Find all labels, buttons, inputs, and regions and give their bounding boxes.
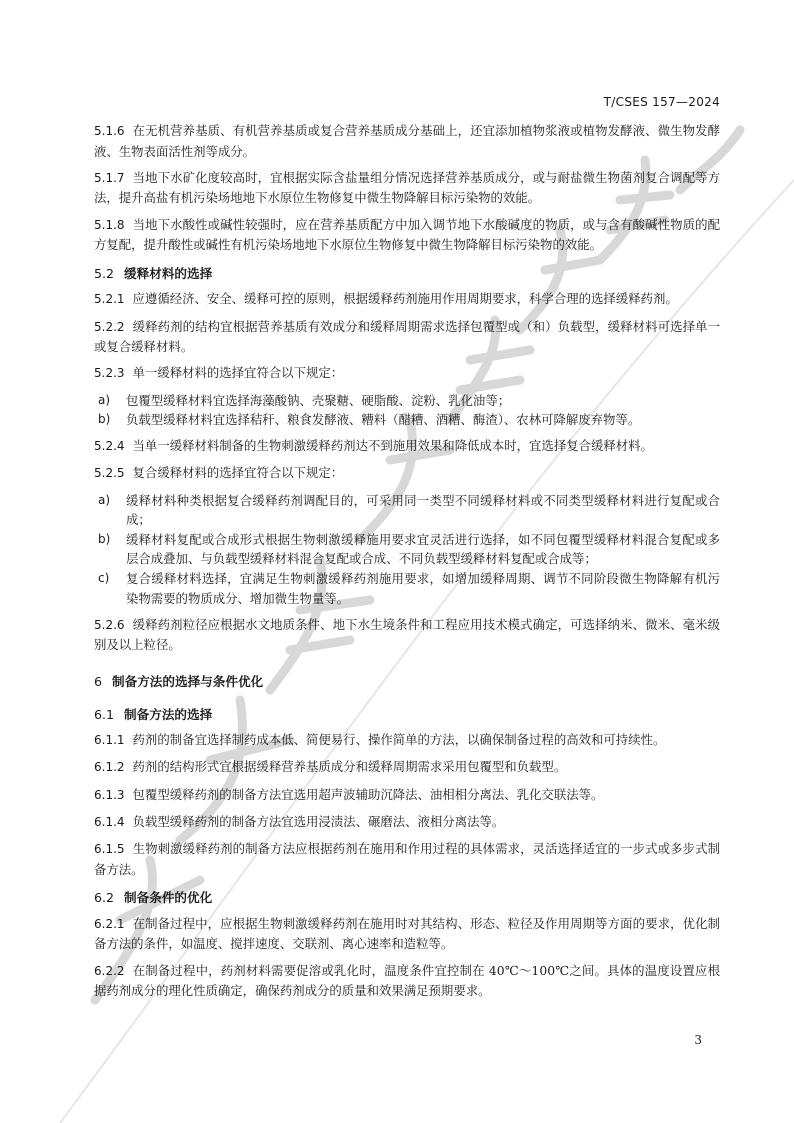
list-item [94,530,720,569]
clause-paragraph [94,289,720,310]
list-item [94,391,720,411]
clause-paragraph [94,839,720,879]
list-item-text: 缓释材料种类根据复合缓释药剂调配目的，可采用同一类型不同缓释材料或不同类型缓释材料进行复配或合成； [126,492,720,528]
clause-paragraph [94,436,720,457]
clause-text: 缓释药剂粒径应根据水文地质条件、地下水生境条件和工程应用技术模式确定，可选择纳米、微米、毫米级别及以上粒径。 [94,616,720,653]
heading-text: 制备方法的选择与条件优化 [112,674,264,689]
heading-number: 6.2 [94,890,115,906]
heading-number: 6 [94,674,103,689]
list-item [94,491,720,530]
subsection-heading [94,705,720,725]
clause-text: 在制备过程中，应根据生物刺激缓释药剂在施用时对其结构、形态、粒径及作用周期等方面的要求，优化制备方法的条件，如温度、搅拌速度、交联剂、离心速率和造粒等。 [94,915,720,952]
clause-paragraph [94,961,720,1001]
clause-text: 药剂的制备宜选择制药成本低、简便易行、操作简单的方法，以确保制备过程的高效和可持续性。 [132,732,666,748]
clause-paragraph [94,757,720,778]
heading-text: 制备方法的选择 [124,706,213,722]
requirement-list [94,491,720,609]
clause-number: 5.2.1 [94,292,125,307]
clause-paragraph [94,121,720,161]
clause-number: 6.1.4 [94,814,125,829]
requirement-list [94,391,720,430]
clause-paragraph [94,730,720,751]
page-number: 3 [694,1033,702,1047]
clause-number: 6.2.2 [94,963,125,978]
clause-paragraph [94,215,720,255]
clause-text: 缓释药剂的结构宜根据营养基质有效成分和缓释周期需求选择包覆型或（和）负载型，缓释材料可选择单一或复合缓释材料。 [94,318,720,355]
clause-paragraph [94,317,720,357]
list-marker: b) [98,531,111,546]
clause-number: 6.1.1 [94,733,125,748]
clause-number: 5.2.6 [94,617,125,632]
clause-number: 5.1.6 [94,124,125,138]
clause-paragraph [94,914,720,954]
clause-number: 6.1.5 [94,841,125,856]
list-item [94,569,720,608]
clause-paragraph [94,463,720,484]
list-item [94,410,720,430]
clause-text: 当单一缓释材料制备的生物刺激缓释药剂达不到施用效果和降低成本时，宜选择复合缓释材料。 [132,438,653,454]
subsection-heading [94,888,720,908]
document-id: T/CSES 157—2024 [603,95,720,109]
clause-number: 5.2.2 [94,319,125,334]
clause-paragraph [94,785,720,806]
clause-number: 5.2.3 [94,366,125,381]
clause-text: 单一缓释材料的选择宜符合以下规定： [132,365,344,381]
document-body [94,121,720,1007]
clause-paragraph [94,363,720,384]
heading-text: 缓释材料的选择 [124,265,213,281]
clause-text: 应遵循经济、安全、缓释可控的原则，根据缓释药剂施用作用周期要求，科学合理的选择缓释药剂。 [132,291,678,307]
heading-number: 5.2 [94,265,115,281]
subsection-heading [94,264,720,284]
list-marker: b) [98,412,111,427]
clause-text: 包覆型缓释药剂的制备方法宜选用超声波辅助沉降法、油相相分离法、乳化交联法等。 [132,786,604,802]
list-item-text: 负载型缓释材料宜选择秸秆、粮食发酵液、糟料（醋糟、酒糟、酶渣）、农林可降解废弃物等。 [126,412,641,428]
clause-text: 在制备过程中，药剂材料需要促溶或乳化时，温度条件宜控制在 40℃～100℃之间。具体的温度设置应根据药剂成分的理化性质确定，确保药剂成分的质量和效果满足预期要求。 [94,962,720,999]
clause-text: 复合缓释材料的选择宜符合以下规定： [132,465,344,481]
clause-number: 6.2.1 [94,916,125,931]
list-item-text: 复合缓释材料选择，宜满足生物刺激缓释药剂施用要求，如增加缓释周期、调节不同阶段微生物降解有机污染物需要的物质成分、增加微生物量等。 [126,571,720,606]
clause-number: 5.2.5 [94,466,125,481]
list-marker: c) [98,571,110,586]
clause-number: 5.2.4 [94,439,125,454]
clause-paragraph [94,812,720,833]
heading-text: 制备条件的优化 [124,890,213,906]
list-item-text: 缓释材料复配或合成形式根据生物刺激缓释施用要求宜灵活进行选择，如不同包覆型缓释材料混合复配或多层合成叠加、与负载型缓释材料混合复配或合成、不同负载型缓释材料复配或合成等； [126,531,720,567]
clause-text: 负载型缓释药剂的制备方法宜选用浸渍法、碾磨法、液相分离法等。 [132,813,505,829]
heading-number: 6.1 [94,706,115,722]
clause-text: 在无机营养基质、有机营养基质或复合营养基质成分基础上，还宜添加植物浆液或植物发酵液、微生物发酵液、生物表面活性剂等成分。 [94,123,720,159]
clause-number: 5.1.7 [94,170,125,185]
clause-number: 6.1.3 [94,787,125,802]
list-marker: a) [98,392,111,407]
list-marker: a) [98,492,111,507]
clause-text: 当地下水酸性或碱性较强时，应在营养基质配方中加入调节地下水酸碱度的物质，或与含有酸碱性物质的配方复配，提升酸性或碱性有机污染场地地下水原位生物修复中微生物降解目标污染物的效能。 [94,216,720,253]
clause-paragraph [94,168,720,208]
clause-text: 当地下水矿化度较高时，宜根据实际含盐量组分情况选择营养基质成分，或与耐盐微生物菌剂复合调配等方法，提升高盐有机污染场地地下水原位生物修复中微生物降解目标污染物的效能。 [94,169,720,206]
clause-number: 5.1.8 [94,217,125,232]
list-item-text: 包覆型缓释材料宜选择海藻酸钠、壳聚糖、硬脂酸、淀粉、乳化油等； [126,392,511,408]
clause-text: 生物刺激缓释药剂的制备方法应根据药剂在施用和作用过程的具体需求，灵活选择适宜的一步式或多步式制备方法。 [94,840,720,877]
clause-number: 6.1.2 [94,760,125,775]
clause-text: 药剂的结构形式宜根据缓释营养基质成分和缓释周期需求采用包覆型和负载型。 [132,759,567,775]
clause-paragraph [94,615,720,655]
section-heading [94,672,720,692]
